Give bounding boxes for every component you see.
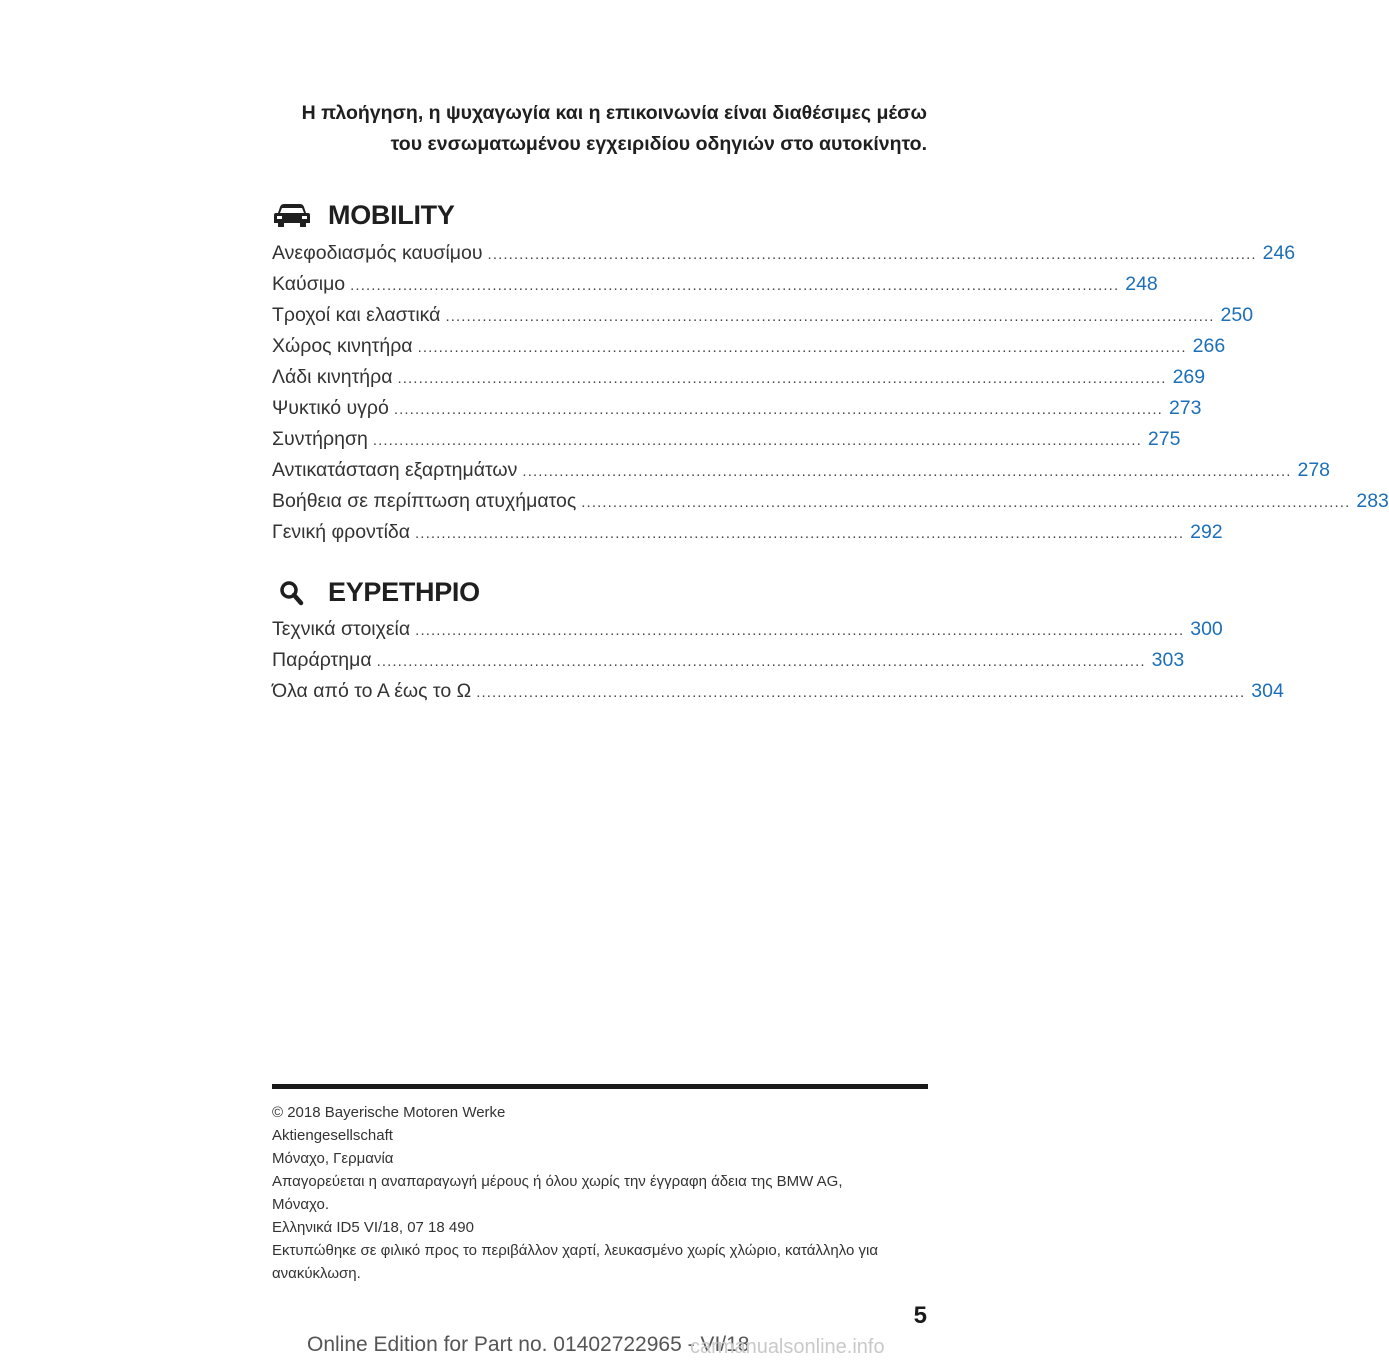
divider-rule <box>272 1084 928 1089</box>
toc-item[interactable] <box>272 238 1296 269</box>
leader-dots: .................................................................................................................................................. <box>417 339 1187 356</box>
toc-item[interactable] <box>272 331 1226 362</box>
toc-page-link[interactable]: 246 <box>1262 242 1296 264</box>
car-icon <box>272 201 314 231</box>
leader-dots: .................................................................................................................................................. <box>376 653 1146 670</box>
toc-item[interactable] <box>272 676 1284 707</box>
toc-item-label: Τροχοί και ελαστικά <box>272 304 441 326</box>
toc-item-label: Γενική φροντίδα <box>272 521 411 543</box>
toc-item[interactable] <box>272 269 1158 300</box>
online-edition-footer: Online Edition for Part no. 01402722965 - VI/18 <box>307 1333 750 1356</box>
search-icon <box>272 578 314 608</box>
toc-item-label: Αντικατάσταση εξαρτημάτων <box>272 459 518 481</box>
imprint-line: Ελληνικά ID5 VI/18, 07 18 490 <box>272 1219 474 1236</box>
toc-item-label: Λάδι κινητήρα <box>272 366 393 388</box>
toc-page-link[interactable]: 250 <box>1220 304 1254 326</box>
toc-index <box>272 614 1284 707</box>
toc-item-label: Παράρτημα <box>272 649 372 671</box>
toc-item[interactable] <box>272 393 1202 424</box>
toc-item-label: Ανεφοδιασμός καυσίμου <box>272 242 483 264</box>
section-title: MOBILITY <box>328 200 455 230</box>
toc-page-link[interactable]: 304 <box>1251 680 1284 702</box>
toc-item[interactable] <box>272 645 1185 676</box>
imprint-line: © 2018 Bayerische Motoren Werke <box>272 1104 506 1121</box>
imprint-line: Εκτυπώθηκε σε φιλικό προς το περιβάλλον χαρτί, λευκασμένο χωρίς χλώριο, κατάλληλο για <box>272 1242 879 1259</box>
toc-item[interactable] <box>272 517 1223 548</box>
toc-item-label: Συντήρηση <box>272 428 368 450</box>
toc-item-label: Χώρος κινητήρα <box>272 335 413 357</box>
toc-page-link[interactable]: 283 <box>1356 490 1389 512</box>
toc-item-label: Τεχνικά στοιχεία <box>272 618 411 640</box>
leader-dots: .................................................................................................................................................. <box>393 401 1163 418</box>
imprint-line: ανακύκλωση. <box>272 1265 361 1282</box>
leader-dots: .................................................................................................................................................. <box>350 277 1120 294</box>
leader-dots: .................................................................................................................................................. <box>415 622 1185 639</box>
leader-dots: .................................................................................................................................................. <box>372 432 1142 449</box>
imprint <box>272 1101 928 1285</box>
intro-text <box>207 98 927 160</box>
leader-dots: .................................................................................................................................................. <box>476 684 1246 701</box>
toc-page-link[interactable]: 248 <box>1125 273 1158 295</box>
watermark: carmanualsonline.info <box>690 1336 885 1358</box>
toc-item-label: Ψυκτικό υγρό <box>272 397 389 419</box>
leader-dots: .................................................................................................................................................. <box>581 494 1351 511</box>
section-index-heading <box>272 577 480 608</box>
toc-item[interactable] <box>272 455 1331 486</box>
imprint-line: Απαγορεύεται η αναπαραγωγή μέρους ή όλου χωρίς την έγγραφη άδεια της BMW AG, <box>272 1173 843 1190</box>
page-number: 5 <box>913 1302 927 1329</box>
leader-dots: .................................................................................................................................................. <box>522 463 1292 480</box>
leader-dots: .................................................................................................................................................. <box>397 370 1167 387</box>
toc-page-link[interactable]: 292 <box>1190 521 1223 543</box>
toc-page-link[interactable]: 269 <box>1172 366 1206 388</box>
imprint-line: Aktiengesellschaft <box>272 1127 393 1144</box>
toc-mobility <box>272 238 1389 548</box>
intro-line-2: του ενσωματωμένου εγχειριδίου οδηγιών στο αυτοκίνητο. <box>390 133 927 155</box>
section-title: ΕΥΡΕΤΗΡΙΟ <box>328 577 480 607</box>
toc-page-link[interactable]: 273 <box>1168 397 1202 419</box>
toc-item[interactable] <box>272 362 1206 393</box>
toc-page-link[interactable]: 275 <box>1147 428 1181 450</box>
toc-item[interactable] <box>272 424 1181 455</box>
imprint-line: Μόναχο. <box>272 1196 329 1213</box>
toc-item[interactable] <box>272 486 1389 517</box>
toc-item[interactable] <box>272 300 1254 331</box>
imprint-line: Μόναχο, Γερμανία <box>272 1150 394 1167</box>
toc-page-link[interactable]: 278 <box>1297 459 1331 481</box>
toc-item-label: Όλα από το Α έως το Ω <box>272 680 472 702</box>
leader-dots: .................................................................................................................................................. <box>487 246 1257 263</box>
toc-item[interactable] <box>272 614 1223 645</box>
leader-dots: .................................................................................................................................................. <box>445 308 1215 325</box>
toc-page-link[interactable]: 300 <box>1190 618 1223 640</box>
toc-item-label: Καύσιμο <box>272 273 346 295</box>
intro-line-1: Η πλοήγηση, η ψυχαγωγία και η επικοινωνία είναι διαθέσιμες μέσω <box>301 102 927 124</box>
toc-page-link[interactable]: 266 <box>1192 335 1226 357</box>
section-mobility-heading <box>272 200 455 231</box>
leader-dots: .................................................................................................................................................. <box>415 525 1185 542</box>
toc-item-label: Βοήθεια σε περίπτωση ατυχήματος <box>272 490 577 512</box>
toc-page-link[interactable]: 303 <box>1151 649 1185 671</box>
